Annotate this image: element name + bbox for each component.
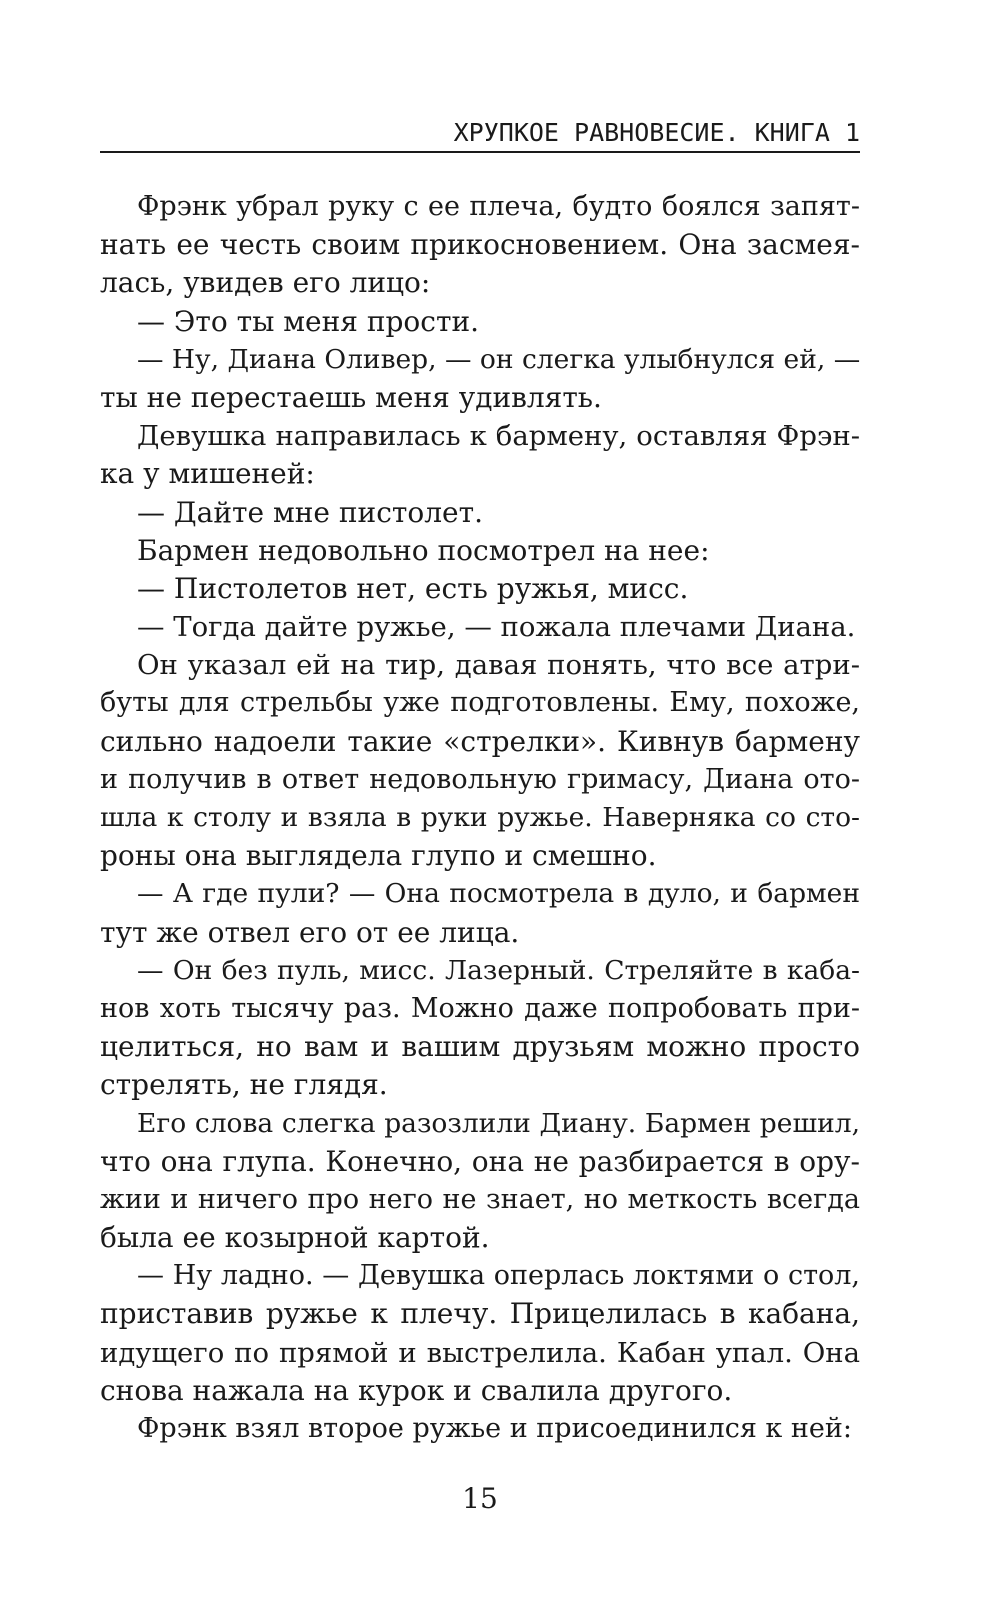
text-line: шла к столу и взяла в руки ружье. Наверняка со сто- (100, 802, 860, 833)
text-line: Фрэнк убрал руку с ее плеча, будто боялся запят- (137, 191, 860, 222)
text-line: приставив ружье к плечу. Прицелилась в кабана, (100, 1297, 860, 1331)
page-number: 15 (462, 1482, 498, 1515)
text-line: целиться, но вам и вашим друзьям можно просто (100, 1030, 860, 1064)
text-line: Девушка направилась к бармену, оставляя Фрэн- (137, 420, 860, 453)
text-line: была ее козырной картой. (100, 1221, 490, 1255)
text-line: жии и ничего про него не знает, но меткость всегда (100, 1183, 860, 1215)
running-title: ХРУПКОЕ РАВНОВЕСИЕ. КНИГА 1 (453, 118, 860, 147)
text-line: снова нажала на курок и свалила другого. (100, 1373, 733, 1407)
text-line: нов хоть тысячу раз. Можно даже попробовать при- (100, 992, 860, 1024)
body-text (100, 188, 860, 1448)
text-line: буты для стрельбы уже подготовлены. Ему, похоже, (100, 687, 860, 719)
text-line: Его слова слегка разозлили Диану. Бармен решил, (137, 1107, 860, 1139)
text-line: — Ну ладно. — Девушка оперлась локтями о стол, (137, 1260, 860, 1292)
text-line: — Тогда дайте ружье, — пожала плечами Диана. (137, 611, 856, 644)
text-line: ты не перестаешь меня удивлять. (100, 380, 602, 414)
text-line: — Ну, Диана Оливер, — он слегка улыбнулся ей, — (137, 343, 860, 375)
text-line: роны она выглядела глупо и смешно. (100, 839, 657, 873)
text-line: — Это ты меня прости. (137, 304, 480, 338)
text-line: ка у мишеней: (100, 457, 315, 491)
text-line: что она глупа. Конечно, она не разбирается в ору- (100, 1144, 860, 1178)
text-line: Он указал ей на тир, давая понять, что все атри- (137, 649, 860, 682)
text-line: и получив в ответ недовольную гримасу, Диана ото- (100, 763, 860, 795)
text-line: — Дайте мне пистолет. (137, 495, 483, 529)
text-line: сильно надоели такие «стрелки». Кивнув бармену (100, 724, 860, 758)
text-line: нать ее честь своим прикосновением. Она засмея- (100, 228, 860, 262)
text-line: тут же отвел его от ее лица. (100, 915, 520, 949)
text-line: — Он без пуль, мисс. Лазерный. Стреляйте в каба- (137, 954, 860, 986)
text-line: — А где пули? — Она посмотрела в дуло, и бармен (137, 878, 860, 910)
text-line: стрелять, не глядя. (100, 1068, 388, 1102)
text-line: лась, увидев его лицо: (100, 266, 431, 300)
text-line: Фрэнк взял второе ружье и присоединился к ней: (137, 1413, 852, 1444)
text-line: — Пистолетов нет, есть ружья, мисс. (137, 571, 689, 605)
header-rule (100, 151, 860, 153)
text-line: Бармен недовольно посмотрел на нее: (137, 533, 710, 567)
text-line: идущего по прямой и выстрелила. Кабан упал. Она (100, 1336, 860, 1369)
